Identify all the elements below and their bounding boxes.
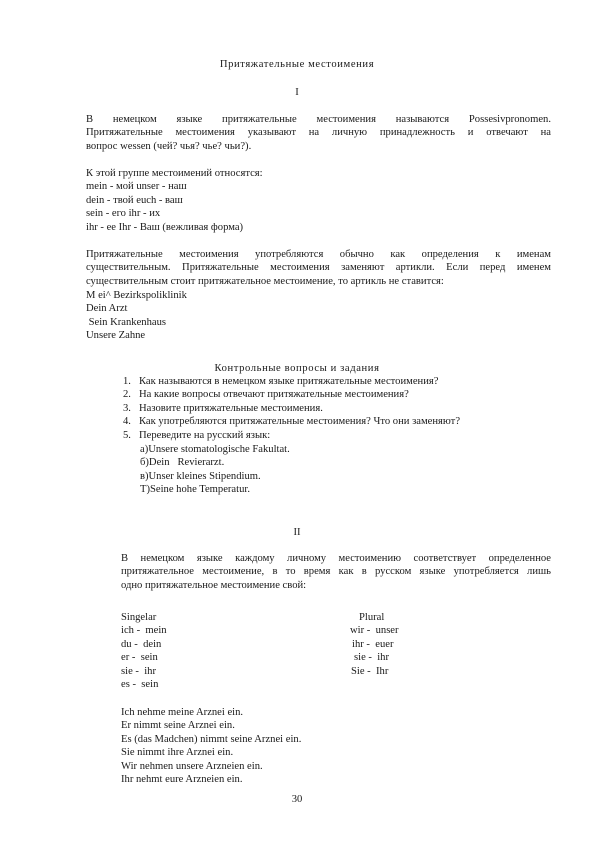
paragraph-line: притяжательное местоимение, в то время как в русском языке употребляется лишь [121,566,551,578]
translate-item: T)Seine hohe Temperatur. [140,484,250,496]
pronoun-pair: mein - мой unser - наш [86,181,187,193]
translate-item: в)Unser kleines Stipendium. [140,470,261,482]
question-item [123,402,460,415]
question-text: Переведите на русский язык: [139,429,271,441]
singular-row: ich - mein [121,625,167,637]
plural-row: sie - ihr [354,652,390,664]
question-text: На какие вопросы отвечают притяжательные местоимения? [139,389,409,401]
translate-item: б)Dein Revierarzt. [140,457,225,469]
sentence-example: Sie nimmt ihre Arznei ein. [121,747,234,759]
paragraph-line: существительным. Притяжательные местоимения заменяют артикли. Если перед именем [86,262,551,274]
page-title: Притяжательные местоимения [219,59,375,70]
plural-row: ihr - euer [352,638,394,650]
section-2-label: II [293,527,301,538]
question-text: Назовите притяжательные местоимения. [139,402,323,414]
intro-paragraph [86,113,551,153]
translate-items [140,443,290,497]
question-item [123,375,460,388]
example-line: Unsere Zahne [86,330,146,342]
questions-heading: Контрольные вопросы и задания [214,363,380,374]
singular-row: du - dein [121,638,162,650]
plural-heading: Plural [359,612,385,623]
question-number: 5. [123,429,131,441]
paragraph-line: В немецком языке притяжательные местоимения называются Possesivpronomen. [86,114,551,125]
question-item [123,429,460,442]
example-line: Sein Krankenhaus [86,316,167,328]
plural-column [350,611,399,678]
usage-examples [86,289,187,343]
plural-row: wir - unser [350,625,399,637]
pronoun-pair: dein - твой euch - ваш [86,194,183,206]
singular-row: sie - ihr [121,665,157,677]
question-item [123,415,460,428]
translate-item: а)Unsere stomatologische Fakultat. [140,444,290,455]
sentence-example: Er nimmt seine Arznei ein. [121,720,235,732]
paragraph-line: одно притяжательное местоимение свой: [121,579,307,591]
singular-row: es - sein [121,679,159,691]
page-number: 30 [291,794,303,805]
pronoun-pair: ihr - ее Ihr - Ваш (вежливая форма) [86,221,244,233]
question-number: 1. [123,376,131,387]
sentence-example: Ihr nehmt eure Arzneien ein. [121,774,243,786]
sentence-example: Es (das Madchen) nimmt seine Arznei ein. [121,733,302,745]
sentence-example: Ich nehme meine Arznei ein. [121,707,244,718]
paragraph-line: Притяжательные местоимения употребляются обычно как определения к именам [86,249,551,260]
plural-row: Sie - Ihr [351,665,389,677]
paragraph-line: вопрос wessen (чей? чья? чье? чьи?). [86,140,252,152]
singular-row: er - sein [121,652,158,664]
section-1-label: I [295,87,299,98]
singular-column [121,611,167,691]
question-item [123,388,460,401]
question-number: 3. [123,402,131,414]
sentence-examples [121,706,301,786]
pronoun-group [86,167,263,234]
question-text: Как употребляются притяжательные местоимения? Что они заменяют? [139,416,461,428]
section-2-paragraph [121,552,551,592]
paragraph-line: Притяжательные местоимения указывают на личную принадлежность и отвечают на [86,127,551,139]
example-line: Dein Arzt [86,303,128,315]
sentence-example: Wir nehmen unsere Arzneien ein. [121,760,263,772]
group-heading: К этой группе местоимений относятся: [86,168,263,179]
pronoun-pair: sein - его ihr - их [86,208,161,220]
usage-paragraph [86,248,551,288]
question-number: 2. [123,389,131,401]
question-text: Как называются в немецком языке притяжательные местоимения? [139,376,439,387]
questions-list [123,375,460,442]
paragraph-line: существительным стоит притяжательное местоимение, то артикль не ставится: [86,275,444,287]
example-line: M ei^ Bezirkspoliklinik [86,290,187,301]
question-number: 4. [123,416,131,428]
paragraph-line: В немецком языке каждому личному местоимению соответствует определенное [121,553,551,564]
singular-heading: Singelar [121,612,157,623]
